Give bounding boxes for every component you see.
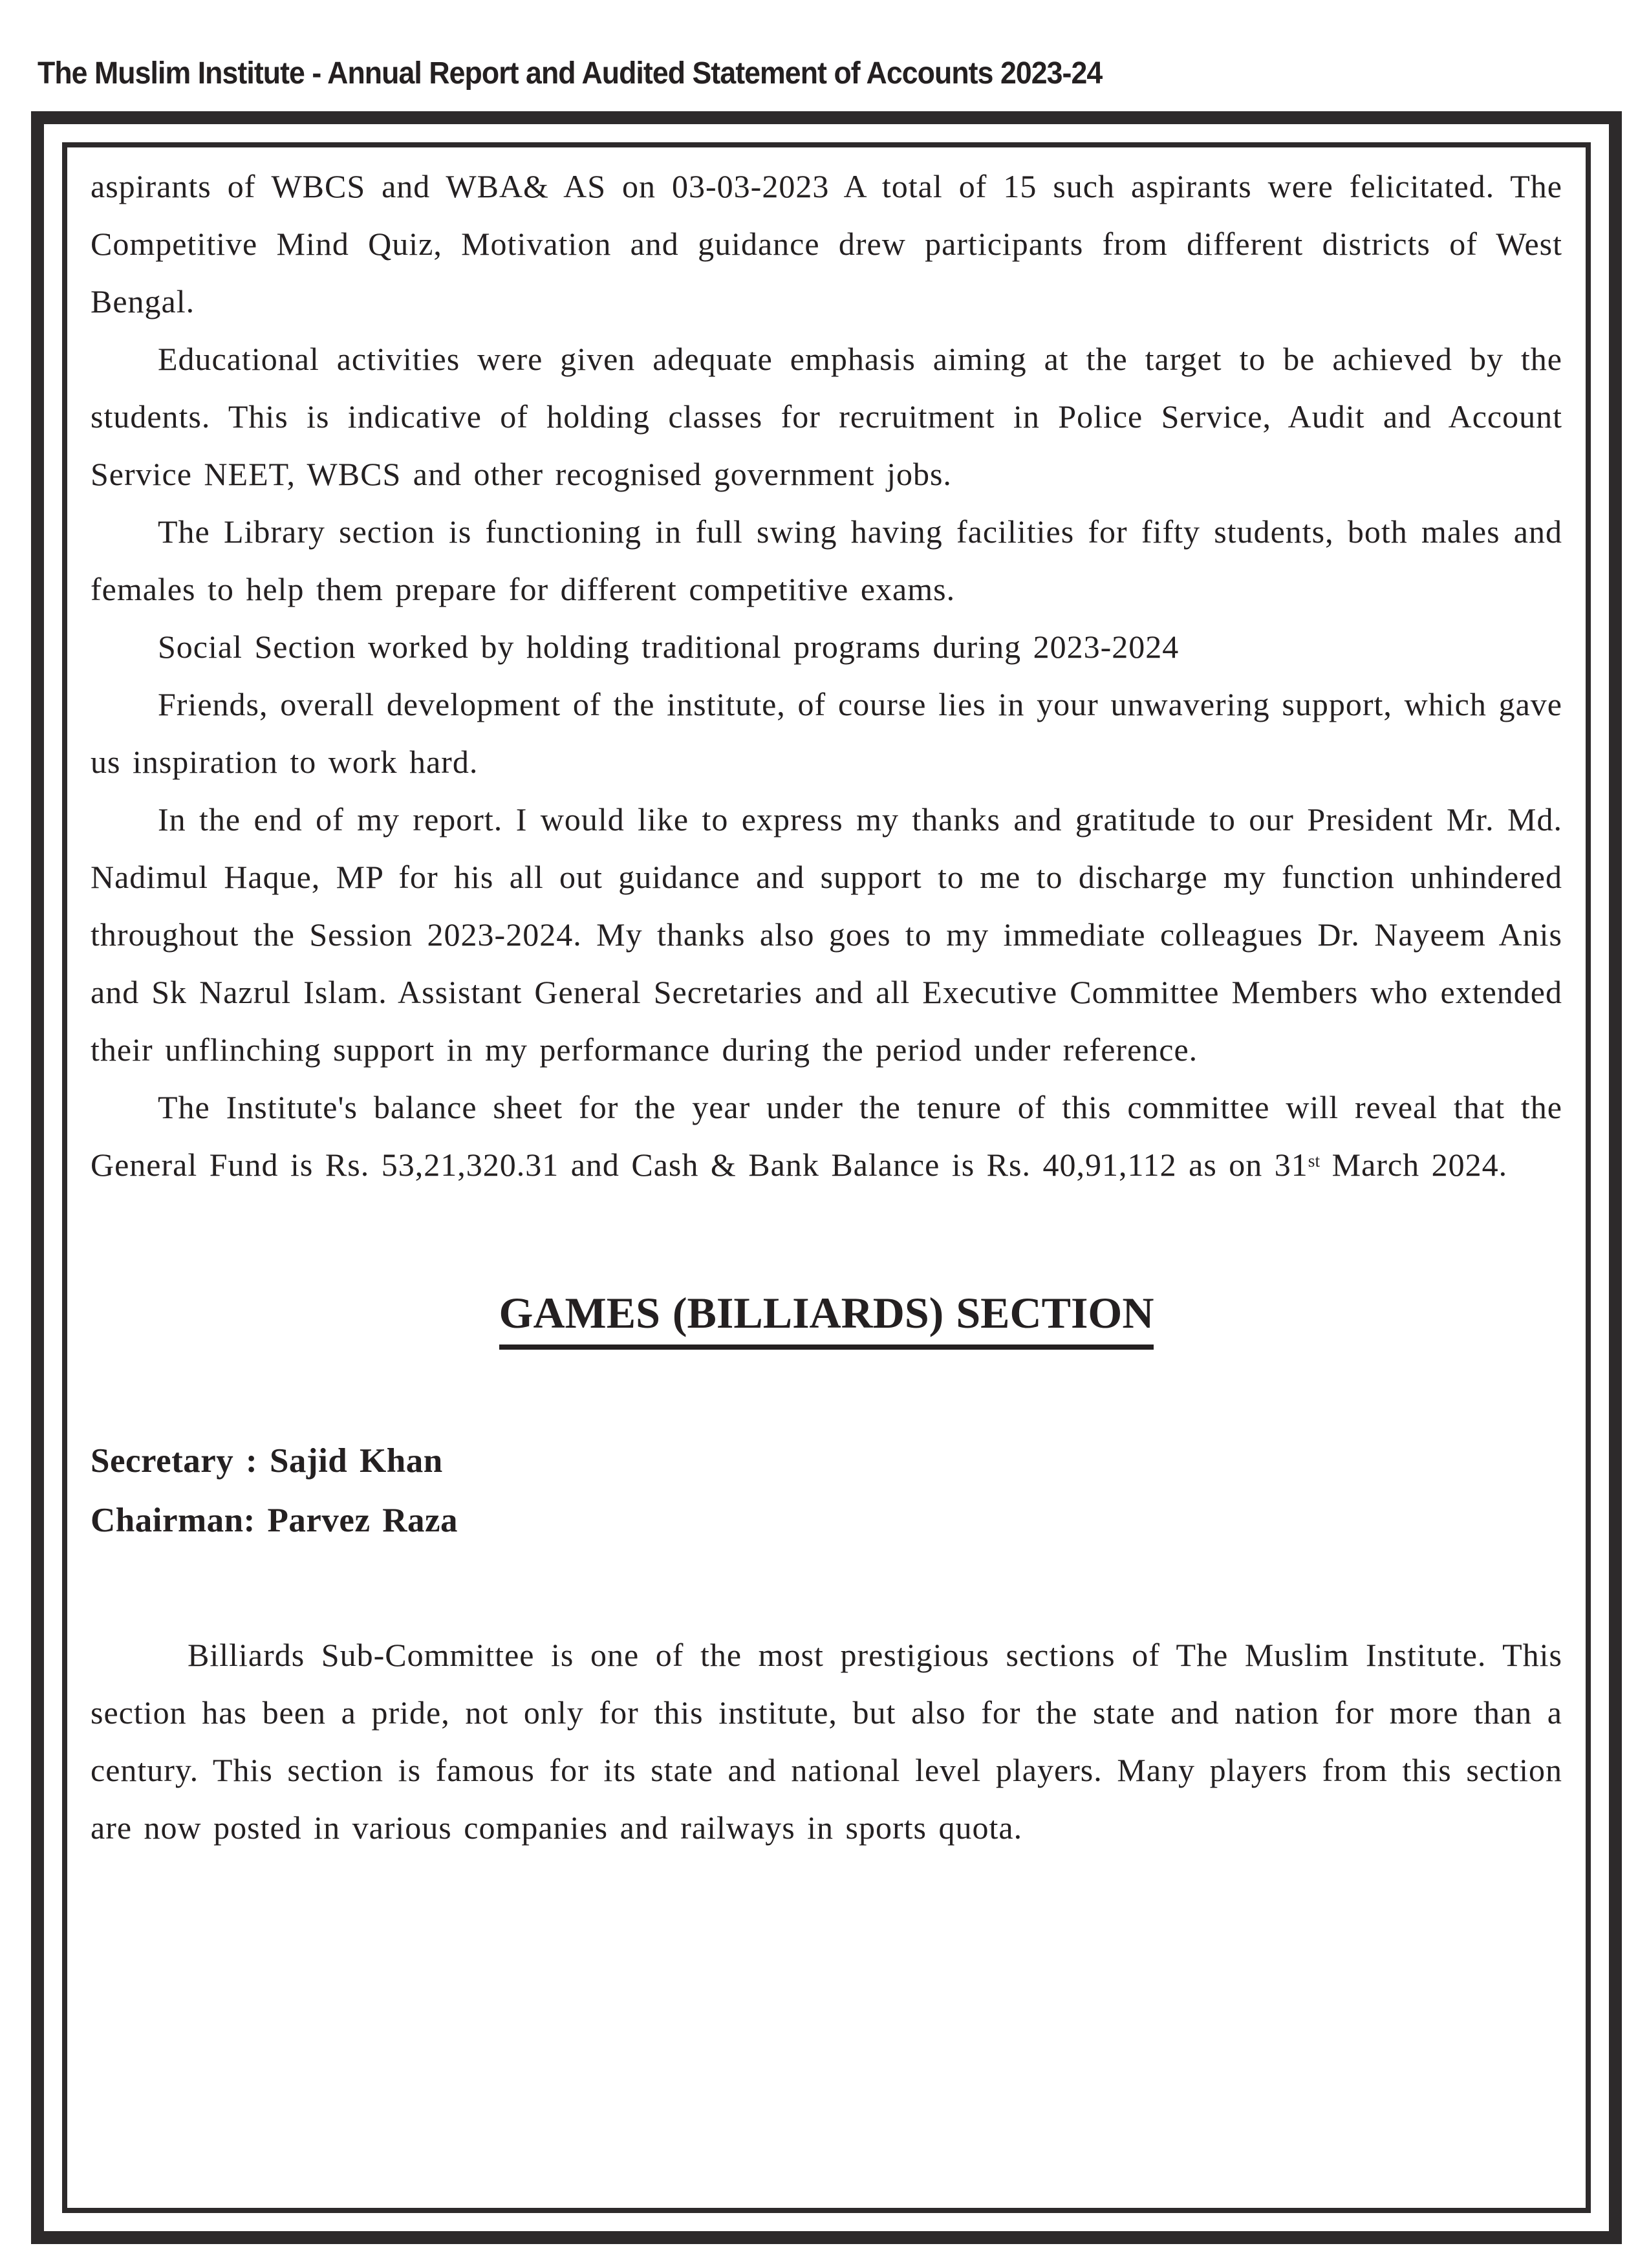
report-body	[91, 158, 1562, 2198]
inner-border-frame	[62, 142, 1591, 2213]
paragraph-aspirants: aspirants of WBCS and WBA& AS on 03-03-2023 A total of 15 such aspirants were felicitated. The Competitive Mind Quiz, Motivation and guidance drew participants from different districts of West Bengal.	[91, 168, 1562, 319]
chairman-line	[91, 1491, 1562, 1550]
paragraph-library-section: The Library section is functioning in full swing having facilities for fifty students, both males and females to help them prepare for different competitive exams.	[91, 513, 1562, 607]
paragraph-billiards-subcommittee: Billiards Sub-Committee is one of the most prestigious sections of The Muslim Institute. This section has been a pride, not only for this institute, but also for the state and nation for more than a century. This section is famous for its state and national level players. Many players from this section are now posted in various companies and railways in sports quota.	[91, 1637, 1562, 1846]
section-heading-text: GAMES (BILLIARDS) SECTION	[499, 1288, 1154, 1350]
paragraph-friends-support: Friends, overall development of the institute, of course lies in your unwavering support, which gave us inspiration to work hard.	[91, 686, 1562, 780]
games-billiards-section-heading	[91, 1288, 1562, 1350]
paragraph-thanks-gratitude: In the end of my report. I would like to express my thanks and gratitude to our President Mr. Md. Nadimul Haque, MP for his all out guidance and support to me to discharge my function unhindered throughout the Session 2023-2024. My thanks also goes to my immediate colleagues Dr. Nayeem Anis and Sk Nazrul Islam. Assistant General Secretaries and all Executive Committee Members who extended their unflinching support in my performance during the period under reference.	[91, 801, 1562, 1068]
secretary-name: Sajid Khan	[269, 1442, 443, 1480]
paragraph-social-section: Social Section worked by holding traditional programs during 2023-2024	[158, 629, 1180, 665]
outer-border-frame	[31, 111, 1622, 2244]
paragraph-balance-sheet	[91, 1079, 1562, 1198]
paragraph-educational-activities: Educational activities were given adequate emphasis aiming at the target to be achieved by the students. This is indicative of holding classes for recruitment in Police Service, Audit and Account Service NEET, WBCS and other recognised government jobs.	[91, 341, 1562, 492]
secretary-line	[91, 1431, 1562, 1491]
chairman-name: Parvez Raza	[267, 1502, 458, 1540]
ordinal-superscript: st	[1308, 1150, 1320, 1171]
chairman-label: Chairman:	[91, 1502, 268, 1540]
balance-sheet-date: March 2024.	[1320, 1147, 1508, 1183]
page-header-title: The Muslim Institute - Annual Report and Audited Statement of Accounts 2023-24	[38, 56, 1103, 91]
secretary-label: Secretary :	[91, 1442, 270, 1480]
officers-block	[91, 1431, 1562, 1550]
balance-sheet-text: The Institute's balance sheet for the year under the tenure of this committee will reveal that the General Fund is Rs. 53,21,320.31 and Cash & Bank Balance is Rs. 40,91,112 as on 31	[91, 1089, 1562, 1183]
